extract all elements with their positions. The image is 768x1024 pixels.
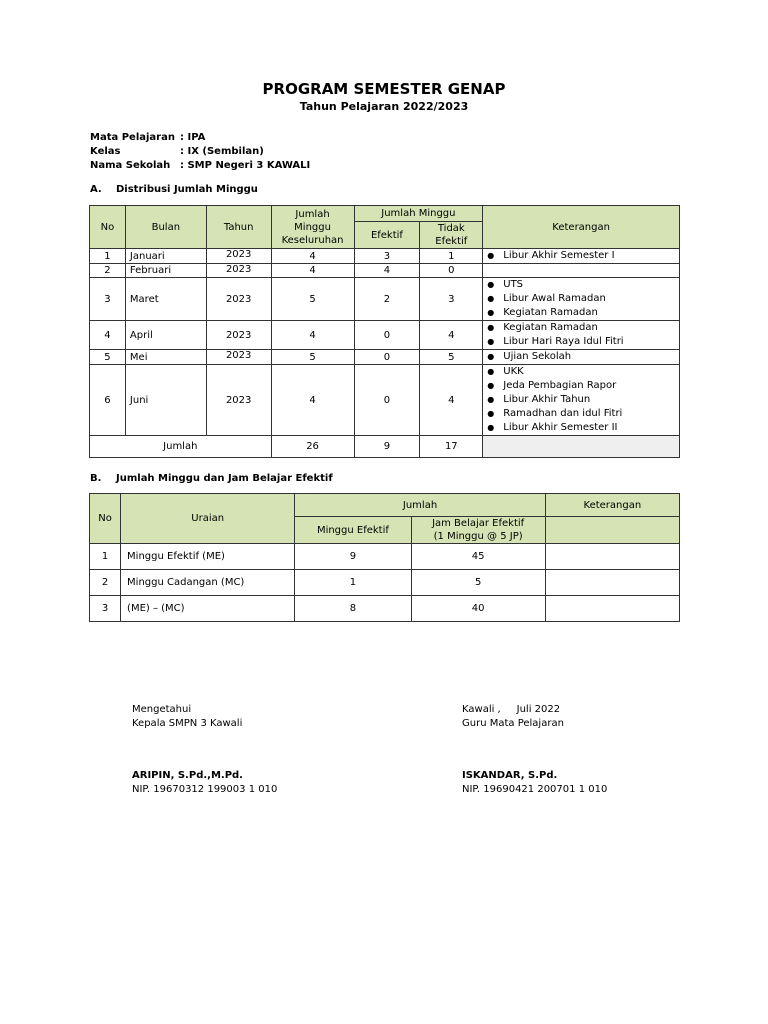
row-jam-belajar: 5 bbox=[411, 570, 545, 596]
signature-line1: Mengetahui bbox=[132, 704, 192, 715]
info-value: : SMP Negeri 3 KAWALI bbox=[180, 160, 311, 171]
row-no: 2 bbox=[90, 570, 121, 596]
row-total: 4 bbox=[271, 264, 354, 278]
row-jam-belajar: 40 bbox=[411, 596, 545, 622]
row-keterangan bbox=[545, 544, 679, 570]
table-row bbox=[90, 365, 680, 436]
bullet-icon: ● bbox=[487, 337, 495, 346]
keterangan-item bbox=[487, 393, 675, 407]
row-total: 5 bbox=[271, 278, 354, 321]
row-keterangan bbox=[483, 365, 680, 436]
header-no: No bbox=[90, 206, 126, 249]
keterangan-text: Libur Akhir Tahun bbox=[503, 394, 591, 405]
keterangan-text: UKK bbox=[503, 366, 524, 377]
bullet-icon: ● bbox=[487, 323, 495, 332]
row-bulan: Januari bbox=[125, 249, 206, 264]
header-jam-belajar bbox=[411, 517, 545, 544]
row-uraian: Minggu Cadangan (MC) bbox=[121, 570, 295, 596]
keterangan-item bbox=[487, 379, 675, 393]
keterangan-text: Kegiatan Ramadan bbox=[503, 322, 598, 333]
row-jam-belajar: 45 bbox=[411, 544, 545, 570]
row-bulan: Juni bbox=[125, 365, 206, 436]
effective-weeks-table bbox=[89, 493, 680, 622]
row-tahun: 2023 bbox=[206, 365, 271, 436]
info-block bbox=[90, 131, 310, 173]
row-efektif: 4 bbox=[354, 264, 420, 278]
header-keterangan: Keterangan bbox=[545, 494, 679, 517]
table-row bbox=[90, 544, 680, 570]
row-tidak-efektif: 5 bbox=[420, 350, 483, 365]
row-no: 3 bbox=[90, 278, 126, 321]
row-no: 1 bbox=[90, 249, 126, 264]
row-efektif: 0 bbox=[354, 365, 420, 436]
bullet-icon: ● bbox=[487, 352, 495, 361]
info-row-school bbox=[90, 159, 310, 173]
row-tahun: 2023 bbox=[206, 321, 271, 350]
row-efektif: 0 bbox=[354, 321, 420, 350]
header-tahun: Tahun bbox=[206, 206, 271, 249]
signature-line2: Guru Mata Pelajaran bbox=[462, 718, 564, 729]
row-total: 4 bbox=[271, 321, 354, 350]
total-label: Jumlah bbox=[90, 436, 272, 458]
header-jumlah: Jumlah bbox=[295, 494, 545, 517]
signature-left bbox=[132, 703, 277, 797]
keterangan-text: Jeda Pembagian Rapor bbox=[503, 380, 617, 391]
table-row bbox=[90, 249, 680, 264]
info-label: Nama Sekolah bbox=[90, 160, 171, 171]
keterangan-item bbox=[487, 365, 675, 379]
keterangan-item bbox=[487, 335, 675, 349]
bullet-icon: ● bbox=[487, 294, 495, 303]
table-row bbox=[90, 264, 680, 278]
row-no: 5 bbox=[90, 350, 126, 365]
section-letter: A. bbox=[90, 184, 102, 195]
row-keterangan bbox=[545, 596, 679, 622]
row-uraian: Minggu Efektif (ME) bbox=[121, 544, 295, 570]
bullet-icon: ● bbox=[487, 423, 495, 432]
row-uraian: (ME) – (MC) bbox=[121, 596, 295, 622]
bullet-icon: ● bbox=[487, 381, 495, 390]
row-minggu-efektif: 8 bbox=[295, 596, 411, 622]
row-no: 1 bbox=[90, 544, 121, 570]
section-a-heading bbox=[90, 184, 258, 195]
bullet-icon: ● bbox=[487, 308, 495, 317]
row-keterangan bbox=[483, 278, 680, 321]
bullet-icon: ● bbox=[487, 395, 495, 404]
header-bulan: Bulan bbox=[125, 206, 206, 249]
keterangan-item bbox=[487, 278, 675, 292]
row-minggu-efektif: 9 bbox=[295, 544, 411, 570]
keterangan-item bbox=[487, 407, 675, 421]
header-blank bbox=[545, 517, 679, 544]
info-label: Kelas bbox=[90, 146, 121, 157]
header-no: No bbox=[90, 494, 121, 544]
row-tahun: 2023 bbox=[206, 249, 271, 264]
row-efektif: 3 bbox=[354, 249, 420, 264]
keterangan-text: Ramadhan dan idul Fitri bbox=[503, 408, 623, 419]
table-row bbox=[90, 570, 680, 596]
info-value: : IX (Sembilan) bbox=[180, 146, 264, 157]
keterangan-item bbox=[487, 306, 675, 320]
total-keseluruhan: 26 bbox=[271, 436, 354, 458]
row-keterangan bbox=[483, 264, 680, 278]
total-row bbox=[90, 436, 680, 458]
row-total: 5 bbox=[271, 350, 354, 365]
row-tidak-efektif: 3 bbox=[420, 278, 483, 321]
signature-line2: Kepala SMPN 3 Kawali bbox=[132, 718, 243, 729]
keterangan-item bbox=[487, 421, 675, 435]
row-bulan: April bbox=[125, 321, 206, 350]
bullet-icon: ● bbox=[487, 367, 495, 376]
info-row-subject bbox=[90, 131, 310, 145]
row-keterangan bbox=[483, 321, 680, 350]
row-tidak-efektif: 0 bbox=[420, 264, 483, 278]
distribution-table bbox=[89, 205, 680, 458]
signature-name: ARIPIN, S.Pd.,M.Pd. bbox=[132, 770, 243, 781]
table-row bbox=[90, 596, 680, 622]
bullet-icon: ● bbox=[487, 409, 495, 418]
section-title: Jumlah Minggu dan Jam Belajar Efektif bbox=[116, 473, 333, 484]
info-label: Mata Pelajaran bbox=[90, 132, 175, 143]
section-letter: B. bbox=[90, 473, 102, 484]
keterangan-text: Libur Hari Raya Idul Fitri bbox=[503, 336, 624, 347]
signature-nip: NIP. 19670312 199003 1 010 bbox=[132, 784, 278, 795]
row-efektif: 2 bbox=[354, 278, 420, 321]
header-efektif: Efektif bbox=[354, 222, 420, 249]
header-jam-belajar-line2: (1 Minggu @ 5 JP) bbox=[433, 531, 523, 542]
section-title: Distribusi Jumlah Minggu bbox=[116, 184, 258, 195]
row-keterangan bbox=[545, 570, 679, 596]
header-minggu-efektif: Minggu Efektif bbox=[295, 517, 411, 544]
bullet-icon: ● bbox=[487, 280, 495, 289]
keterangan-text: Kegiatan Ramadan bbox=[503, 307, 598, 318]
row-tidak-efektif: 4 bbox=[420, 321, 483, 350]
keterangan-text: Libur Awal Ramadan bbox=[503, 293, 606, 304]
total-efektif: 9 bbox=[354, 436, 420, 458]
row-bulan: Mei bbox=[125, 350, 206, 365]
header-uraian: Uraian bbox=[121, 494, 295, 544]
row-tidak-efektif: 4 bbox=[420, 365, 483, 436]
row-tidak-efektif: 1 bbox=[420, 249, 483, 264]
header-jumlah-minggu-keseluruhan: Jumlah Minggu Keseluruhan bbox=[271, 206, 354, 249]
keterangan-item bbox=[487, 292, 675, 306]
signature-nip: NIP. 19690421 200701 1 010 bbox=[462, 784, 608, 795]
keterangan-text: UTS bbox=[503, 279, 524, 290]
total-keterangan bbox=[483, 436, 680, 458]
bullet-icon: ● bbox=[487, 251, 495, 260]
row-no: 6 bbox=[90, 365, 126, 436]
keterangan-item bbox=[487, 249, 675, 263]
row-tahun: 2023 bbox=[206, 264, 271, 278]
signature-line1: Kawali , Juli 2022 bbox=[462, 704, 561, 715]
keterangan-text: Libur Akhir Semester II bbox=[503, 422, 618, 433]
keterangan-item bbox=[487, 321, 675, 335]
header-tidak-efektif: Tidak Efektif bbox=[420, 222, 483, 249]
row-total: 4 bbox=[271, 365, 354, 436]
row-efektif: 0 bbox=[354, 350, 420, 365]
row-no: 4 bbox=[90, 321, 126, 350]
table-row bbox=[90, 321, 680, 350]
total-tidak-efektif: 17 bbox=[420, 436, 483, 458]
info-value: : IPA bbox=[180, 132, 206, 143]
table-row bbox=[90, 350, 680, 365]
header-keterangan: Keterangan bbox=[483, 206, 680, 249]
row-no: 3 bbox=[90, 596, 121, 622]
row-keterangan bbox=[483, 350, 680, 365]
signature-name: ISKANDAR, S.Pd. bbox=[462, 770, 558, 781]
table-row bbox=[90, 278, 680, 321]
header-jam-belajar-line1: Jam Belajar Efektif bbox=[432, 518, 525, 529]
row-no: 2 bbox=[90, 264, 126, 278]
document-subtitle: Tahun Pelajaran 2022/2023 bbox=[299, 100, 469, 113]
document-title: PROGRAM SEMESTER GENAP bbox=[262, 80, 506, 98]
row-bulan: Februari bbox=[125, 264, 206, 278]
row-keterangan bbox=[483, 249, 680, 264]
row-total: 4 bbox=[271, 249, 354, 264]
info-row-class bbox=[90, 145, 310, 159]
row-minggu-efektif: 1 bbox=[295, 570, 411, 596]
section-b-heading bbox=[90, 473, 333, 484]
keterangan-text: Ujian Sekolah bbox=[503, 351, 572, 362]
row-tahun: 2023 bbox=[206, 350, 271, 365]
row-bulan: Maret bbox=[125, 278, 206, 321]
keterangan-item bbox=[487, 350, 675, 364]
row-tahun: 2023 bbox=[206, 278, 271, 321]
keterangan-text: Libur Akhir Semester I bbox=[503, 250, 615, 261]
signature-right bbox=[462, 703, 607, 797]
header-jumlah-minggu: Jumlah Minggu bbox=[354, 206, 483, 222]
